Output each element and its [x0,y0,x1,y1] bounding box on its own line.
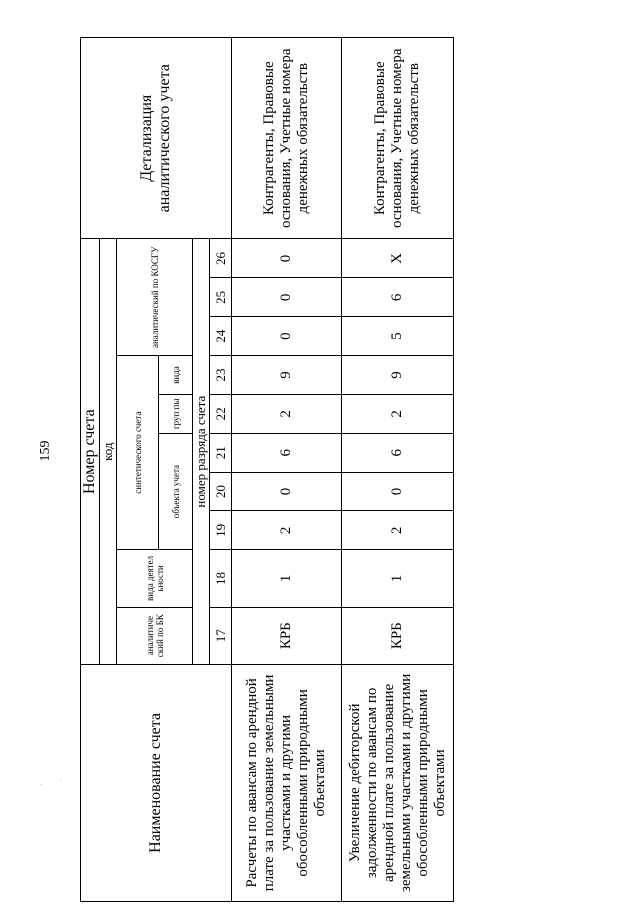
digit-cell: 18 [210,550,232,607]
row-value: 6 [342,278,454,317]
row-value: 9 [232,356,342,395]
page-number: 159 [38,440,53,462]
row-detail: Контрагенты, Правовые основания, Учетные номера денежных обязательств [232,38,342,239]
digit-cell: 23 [210,356,232,395]
digit-cell: 26 [210,239,232,278]
header-digit-number: номер разряда счета [193,239,210,664]
row-value: 2 [342,394,454,433]
row-value: 0 [342,472,454,511]
header-kind: вида [159,356,193,395]
row-value: 2 [232,394,342,433]
digit-cell: 25 [210,278,232,317]
row-value: Х [342,239,454,278]
header-code: код [100,239,117,664]
row-account-name: Увеличение дебиторской задолженности по авансам по арендной плате за пользование земельными участками и другими обособленными природными объектами [342,664,454,901]
row-value: 2 [232,511,342,550]
digit-cell: 21 [210,433,232,472]
header-group: груп пы [159,394,193,433]
scan-speck: · [56,778,66,781]
row-value: 1 [232,550,342,607]
accounts-table [80,37,454,902]
row-detail: Контрагенты, Правовые основания, Учетные номера денежных обязательств [342,38,454,239]
row-value: КРБ [342,607,454,664]
header-account-object: объекта учета [159,433,193,550]
digit-cell: 22 [210,394,232,433]
row-value: 9 [342,356,454,395]
row-value: КРБ [232,607,342,664]
row-value: 6 [232,433,342,472]
header-synthetic: синтетического счета [117,356,159,550]
row-value: 0 [232,317,342,356]
row-value: 0 [232,239,342,278]
row-value: 5 [342,317,454,356]
row-value: 2 [342,511,454,550]
row-value: 0 [232,278,342,317]
row-value: 6 [342,433,454,472]
row-value: 0 [232,472,342,511]
header-account-name: Наименование счета [81,664,232,901]
scan-speck: · [36,783,46,786]
digit-cell: 19 [210,511,232,550]
row-value: 1 [342,550,454,607]
table-row [232,38,342,902]
header-account-number: Номер счета [81,239,100,664]
digit-cell: 20 [210,472,232,511]
row-account-name: Расчеты по авансам по арендной плате за пользование земельными участками и другими обособленными природными объектами [232,664,342,901]
table-row [342,38,454,902]
header-analytic-kosgu: аналитический по КОСГУ [117,239,193,356]
header-activity-type: вида деятел ьности [117,550,193,607]
digit-cell: 24 [210,317,232,356]
header-analytic-bk: аналитиче ский по БК [117,607,193,664]
digit-cell: 17 [210,607,232,664]
header-detail: Детализация аналитического учета [81,38,232,239]
rotated-table-container [80,37,450,902]
